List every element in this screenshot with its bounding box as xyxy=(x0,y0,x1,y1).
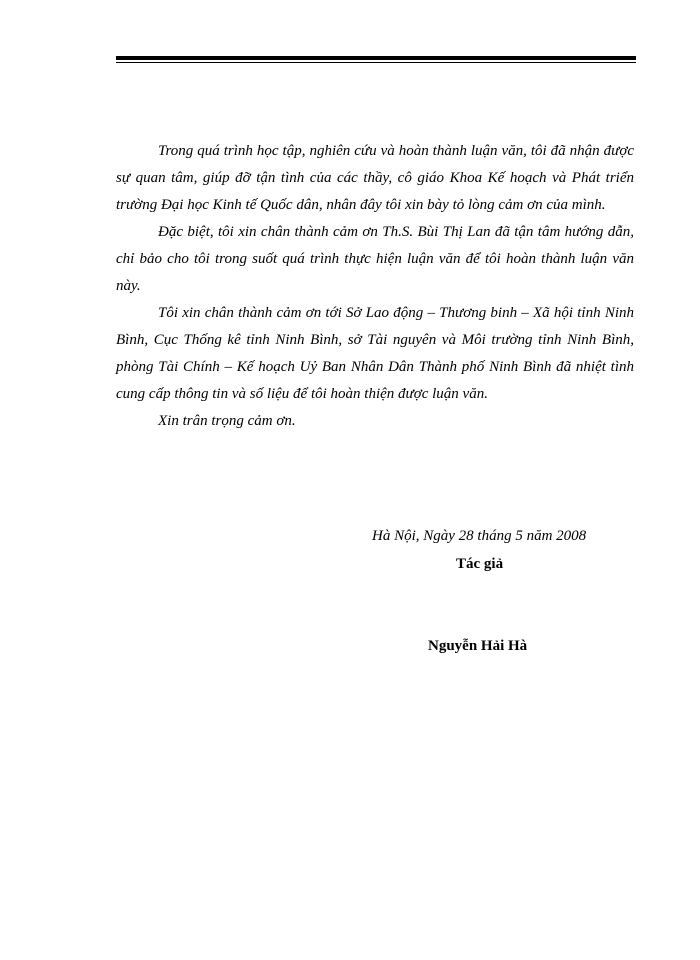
paragraph-1: Trong quá trình học tập, nghiên cứu và hoàn thành luận văn, tôi đã nhận được sự quan tâm, giúp đỡ tận tình của các thầy, cô giáo Khoa Kế hoạch và Phát triển trường Đại học Kinh tế Quốc dân, nhân đây tôi xin bày tỏ lòng cảm ơn của mình. xyxy=(116,143,634,213)
header-rule-thin xyxy=(116,62,636,63)
paragraph-2: Đặc biệt, tôi xin chân thành cảm ơn Th.S. Bùi Thị Lan đã tận tâm hướng dẫn, chỉ bảo cho tôi trong suốt quá trình thực hiện luận văn để tôi hoàn thành luận văn này. xyxy=(116,224,634,294)
author-name: Nguyễn Hải Hà xyxy=(428,638,528,654)
paragraph-closing: Xin trân trọng cảm ơn. xyxy=(158,413,296,429)
author-role: Tác giả xyxy=(456,556,504,572)
acknowledgement-body xyxy=(116,138,634,435)
place-date: Hà Nội, Ngày 28 tháng 5 năm 2008 xyxy=(372,528,587,544)
header-rule xyxy=(116,56,636,60)
paragraph-3: Tôi xin chân thành cảm ơn tới Sở Lao động – Thương binh – Xã hội tỉnh Ninh Bình, Cục Thống kê tỉnh Ninh Bình, sở Tài nguyên và Môi trường tỉnh Ninh Bình, phòng Tài Chính – Kế hoạch Uỷ Ban Nhân Dân Thành phố Ninh Bình đã nhiệt tình cung cấp thông tin và số liệu để tôi hoàn thiện được luận văn. xyxy=(116,305,634,402)
